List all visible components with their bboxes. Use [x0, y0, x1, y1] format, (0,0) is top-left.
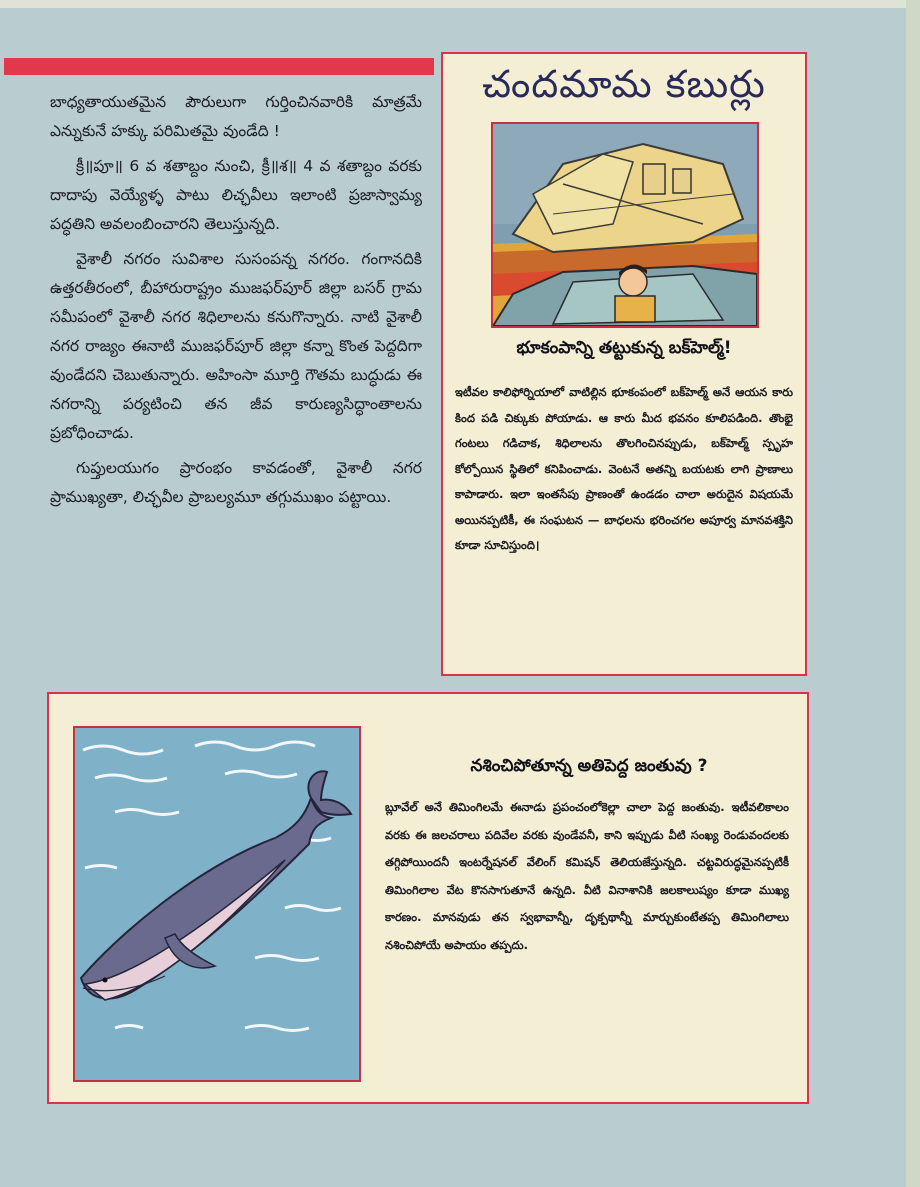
blue-whale-illustration: [73, 726, 361, 1082]
article-paragraph: క్రీ॥పూ॥ 6 వ శతాబ్దం నుంచి, క్రీ॥శ॥ 4 వ శతాబ్దం వరకు దాదాపు వెయ్యేళ్ళ పాటు లిచ్ఛవీలు ఇలాంటి ప్రజాస్వామ్య పద్ధతిని అవలంబించారని తెలుస్తున్నది.: [50, 157, 422, 233]
article-paragraph: వైశాలీ నగరం సువిశాల సుసంపన్న నగరం. గంగానదికి ఉత్తరతీరంలో, బీహారురాష్ట్రం ముజఫర్‌పూర్ జిల్లా బసర్ గ్రామ సమీపంలో వైశాలీ నగర శిధిలాలను కనుగొన్నారు. నాటి వైశాలీ నగర రాజ్యం ఈనాటి ముజఫర్‌పూర్ జిల్లా కన్నా కొంత పెద్దదిగా వుండేదని చెబుతున్నారు. అహింసా మూర్తి గౌతమ బుద్ధుడు ఈ నగరాన్ని పర్యటించి తన జీవ కారుణ్యసిద్ధాంతాలను ప్రబోధించాడు.: [50, 250, 422, 442]
article-paragraph: గుప్తులయుగం ప్రారంభం కావడంతో, వైశాలీ నగర ప్రాముఖ్యతా, లిచ్ఛవీల ప్రాబల్యమూ తగ్గుముఖం పట్టాయి.: [50, 459, 422, 506]
page-top-edge: [0, 0, 920, 8]
news-title: భూకంపాన్ని తట్టుకున్న బక్‌హెల్మ్!: [516, 338, 732, 358]
whale-article-body: బ్లూవేల్ అనే తిమింగిలమే ఈనాడు ప్రపంచంలోకెల్లా చాలా పెద్ద జంతువు. ఇటీవలికాలం వరకు ఈ జలచరాలు పదివేల వరకు వుండేవనీ, కాని ఇప్పుడు వీటి సంఖ్య రెండువందలకు తగ్గిపోయిందనీ ఇంటర్నేషనల్ వేలింగ్ కమిషన్ తెలియజేస్తున్నది. చట్టవిరుద్ధమైనప్పటికీ తిమింగిలాల వేట కొనసాగుతూనే ఉన్నది. వీటి వినాశానికి జలకాలుష్యం కూడా ముఖ్య కారణం. మానవుడు తన స్వభావాన్నీ, దృక్పథాన్నీ మార్చుకుంటేతప్ప తిమింగిలాలు నశించిపోయే అపాయం తప్పదు.: [385, 800, 789, 952]
chandamama-news-box: [441, 52, 807, 676]
whale-article-title: నశించిపోతూన్న అతిపెద్ద జంతువు ?: [470, 756, 708, 776]
earthquake-car-illustration: [491, 122, 759, 328]
red-accent-strip: [4, 58, 434, 75]
news-box-header: చందమామ కబుర్లు: [482, 62, 766, 106]
article-left-column: [50, 88, 422, 693]
news-body-text: ఇటీవల కాలిఫోర్నియాలో వాటిల్లిన భూకంపంలో బక్‌హెల్మ్ అనే ఆయన కారు కింద పడి చిక్కుకు పోయాడు. ఆ కారు మీద భవనం కూలిపడింది. తొంభై గంటలు గడిచాక, శిధిలాలను తొలగించినప్పుడు, బక్‌హెల్మ్ స్పృహ కోల్పోయిన స్థితిలో కనిపించాడు. వెంటనే అతన్ని బయటకు లాగి ప్రాణాలు కాపాడారు. ఇలా ఇంతసేపు ప్రాణంతో ఉండడం చాలా అరుదైన విషయమే అయినప్పటికీ, ఈ సంఘటన — బాధలను భరించగల అపూర్వ మానవశక్తిని కూడా సూచిస్తుంది।: [455, 385, 793, 552]
article-paragraph: బాధ్యతాయుతమైన పౌరులుగా గుర్తించినవారికి మాత్రమే ఎన్నుకునే హక్కు పరిమితమై వుండేది !: [50, 93, 422, 140]
page-right-edge: [906, 0, 920, 1187]
whale-article-box: [47, 692, 809, 1104]
